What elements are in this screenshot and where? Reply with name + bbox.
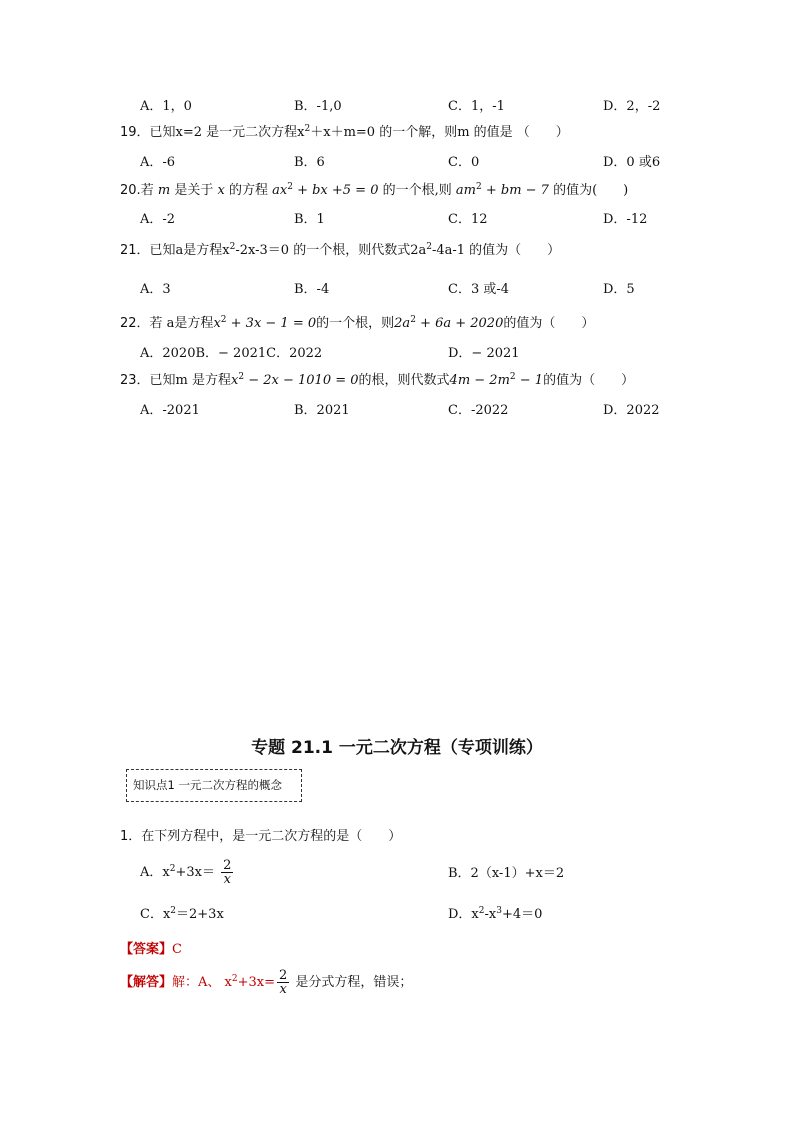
question-number: 23． — [120, 373, 150, 388]
q21-option-d: D．5 — [603, 282, 635, 297]
q23-option-d: D．2022 — [603, 403, 660, 418]
question-19: 19．已知x=2 是一元二次方程$x^2+x+m=0$ 的一个解，则m 的值是 （ ） — [120, 124, 569, 140]
q20-option-d: D．-12 — [603, 212, 648, 227]
q22-option-abc: A．2020B．− 2021C．2022 — [140, 346, 323, 361]
q21-option-c: C．3 或-4 — [448, 282, 510, 297]
q22-option-d: D．− 2021 — [448, 346, 520, 361]
math-expression: $x^2 - 2x - 1010 = 0$ — [231, 372, 359, 388]
q19-option-a: A．-6 — [140, 155, 176, 170]
q1-option-c: C．$x^2=2+3x$ — [140, 906, 224, 922]
q1-option-a: A．$x^2+3x=$ $\frac{2}{x}$ — [140, 858, 232, 887]
question-22: 22．若 a是方程$x^2 + 3x - 1 = 0$的一个根，则$2a^2 + 6a + 2020$的值为（ ） — [120, 315, 595, 331]
question-number: 22． — [120, 316, 150, 331]
question-23: 23．已知m 是方程$x^2 - 2x - 1010 = 0$的根，则代数式$4m - 2m^2 - 1$的值为（ ） — [120, 372, 635, 388]
q18-option-a: A．1，0 — [140, 99, 192, 114]
q19-option-c: C．0 — [448, 155, 480, 170]
q19-option-b: B．6 — [294, 155, 325, 170]
q20-option-c: C．12 — [448, 212, 488, 227]
q18-option-b: B．-1,0 — [294, 99, 342, 114]
answer-label: 【答案】 — [120, 942, 173, 957]
question-1: 1．在下列方程中，是一元二次方程的是（ ） — [120, 829, 402, 844]
q23-option-a: A．-2021 — [140, 403, 200, 418]
q21-option-a: A．3 — [140, 282, 171, 297]
fraction: $\frac{2}{x}$ — [223, 858, 232, 887]
math-expression: $2a^2 + 6a + 2020$ — [394, 315, 504, 331]
fraction: $\frac{2}{x}$ — [279, 968, 288, 997]
q23-option-b: B．2021 — [294, 403, 350, 418]
answer-value: C — [172, 942, 182, 957]
question-number: 19． — [120, 125, 150, 140]
question-number: 1． — [120, 829, 142, 844]
q1-option-b: B．2（x-1）+x＝2 — [448, 866, 565, 881]
math-expression: $x^2 + 3x - 1 = 0$ — [213, 315, 317, 331]
q23-option-c: C．-2022 — [448, 403, 509, 418]
q21-option-b: B．-4 — [294, 282, 330, 297]
knowledge-point-box: 知识点1 一元二次方程的概念 — [126, 769, 302, 802]
question-number: 21． — [120, 243, 150, 258]
q18-option-c: C．1，-1 — [448, 99, 505, 114]
question-21: 21．已知a是方程$x^2-2x-3=0$ 的一个根，则代数式$2a^2-4a-1$ 的值为（ ） — [120, 242, 561, 258]
q19-option-d: D．0 或6 — [603, 155, 661, 170]
q20-option-b: B．1 — [294, 212, 325, 227]
q1-option-d: D．$x^2-x^3+4=0$ — [448, 906, 543, 922]
question-20: 20.若 m 是关于 x 的方程 $ax^2$ + bx +5 = 0 的一个根,则 $am^2$ + bm − 7 的值为( ) — [120, 182, 629, 198]
section-title: 专题 21.1 一元二次方程（专项训练） — [251, 738, 543, 758]
q18-option-d: D．2，-2 — [603, 99, 661, 114]
solution-label: 【解答】 — [120, 975, 173, 990]
solution-line: 【解答】解：A、 $x^2+3x=$ $\frac{2}{x}$ 是分式方程，错误； — [120, 968, 413, 997]
math-expression: $am^2$ + bm − 7 — [455, 182, 549, 198]
math-expression: $4m - 2m^2 - 1$ — [449, 372, 544, 388]
question-number: 20. — [120, 183, 141, 198]
q20-option-a: A．-2 — [140, 212, 176, 227]
answer-line — [120, 942, 182, 958]
math-expression: $ax^2$ + bx +5 = 0 — [272, 182, 379, 198]
